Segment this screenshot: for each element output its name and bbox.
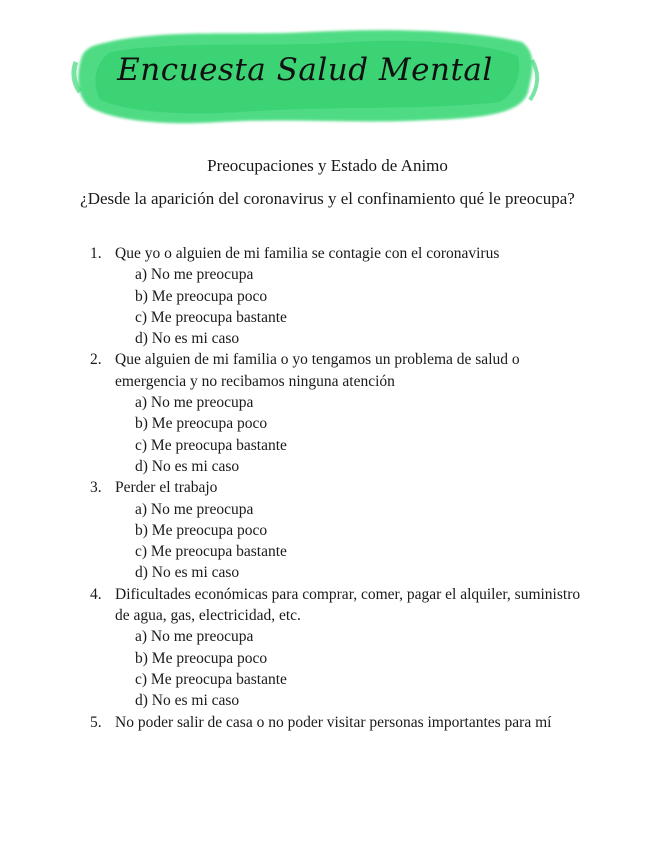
question-item xyxy=(90,243,585,349)
title-banner xyxy=(70,22,540,130)
question-list xyxy=(90,243,585,733)
answer-option[interactable]: a) No me preocupa xyxy=(135,628,254,646)
question-item xyxy=(90,349,585,477)
question-item xyxy=(90,712,585,733)
answer-option[interactable]: b) Me preocupa poco xyxy=(135,415,268,433)
question-text: Perder el trabajo xyxy=(115,479,218,497)
answer-option[interactable]: a) No me preocupa xyxy=(135,394,254,412)
section-title: Preocupaciones y Estado de Animo xyxy=(207,156,448,175)
answer-option[interactable]: a) No me preocupa xyxy=(135,500,254,518)
question-number: 1. xyxy=(90,245,102,262)
question-text: No poder salir de casa o no poder visitar personas importantes para mí xyxy=(115,713,552,731)
intro-question: ¿Desde la aparición del coronavirus y el confinamiento qué le preocupa? xyxy=(80,189,575,208)
answer-option[interactable]: d) No es mi caso xyxy=(135,457,240,475)
answer-option[interactable]: c) Me preocupa bastante xyxy=(135,543,287,561)
answer-options xyxy=(115,499,585,584)
question-number: 3. xyxy=(90,479,102,497)
answer-options xyxy=(115,392,585,477)
answer-option[interactable]: c) Me preocupa bastante xyxy=(135,670,287,688)
answer-option[interactable]: c) Me preocupa bastante xyxy=(135,436,287,454)
answer-option[interactable]: d) No es mi caso xyxy=(135,692,240,710)
answer-option[interactable]: b) Me preocupa poco xyxy=(135,649,268,667)
page-title: Encuesta Salud Mental xyxy=(117,52,493,88)
question-number: 2. xyxy=(90,351,102,369)
answer-option[interactable]: c) Me preocupa bastante xyxy=(135,308,287,326)
question-item xyxy=(90,477,585,583)
question-text: Que alguien de mi familia o yo tengamos un problema de salud o emergencia y no recibamos ninguna atención xyxy=(115,351,520,390)
answer-option[interactable]: d) No es mi caso xyxy=(135,330,240,348)
answer-options xyxy=(115,626,585,711)
question-text: Dificultades económicas para comprar, comer, pagar el alquiler, suministro de agua, gas, electricidad, etc. xyxy=(115,585,581,625)
question-number: 4. xyxy=(90,585,102,603)
answer-option[interactable]: d) No es mi caso xyxy=(135,564,240,582)
answer-option[interactable]: b) Me preocupa poco xyxy=(135,521,268,539)
question-text: Que yo o alguien de mi familia se contagie con el coronavirus xyxy=(115,245,500,262)
answer-option[interactable]: b) Me preocupa poco xyxy=(135,287,268,305)
question-item xyxy=(90,584,585,712)
answer-option[interactable]: a) No me preocupa xyxy=(135,266,254,284)
answer-options xyxy=(115,264,585,349)
question-number: 5. xyxy=(90,713,102,731)
